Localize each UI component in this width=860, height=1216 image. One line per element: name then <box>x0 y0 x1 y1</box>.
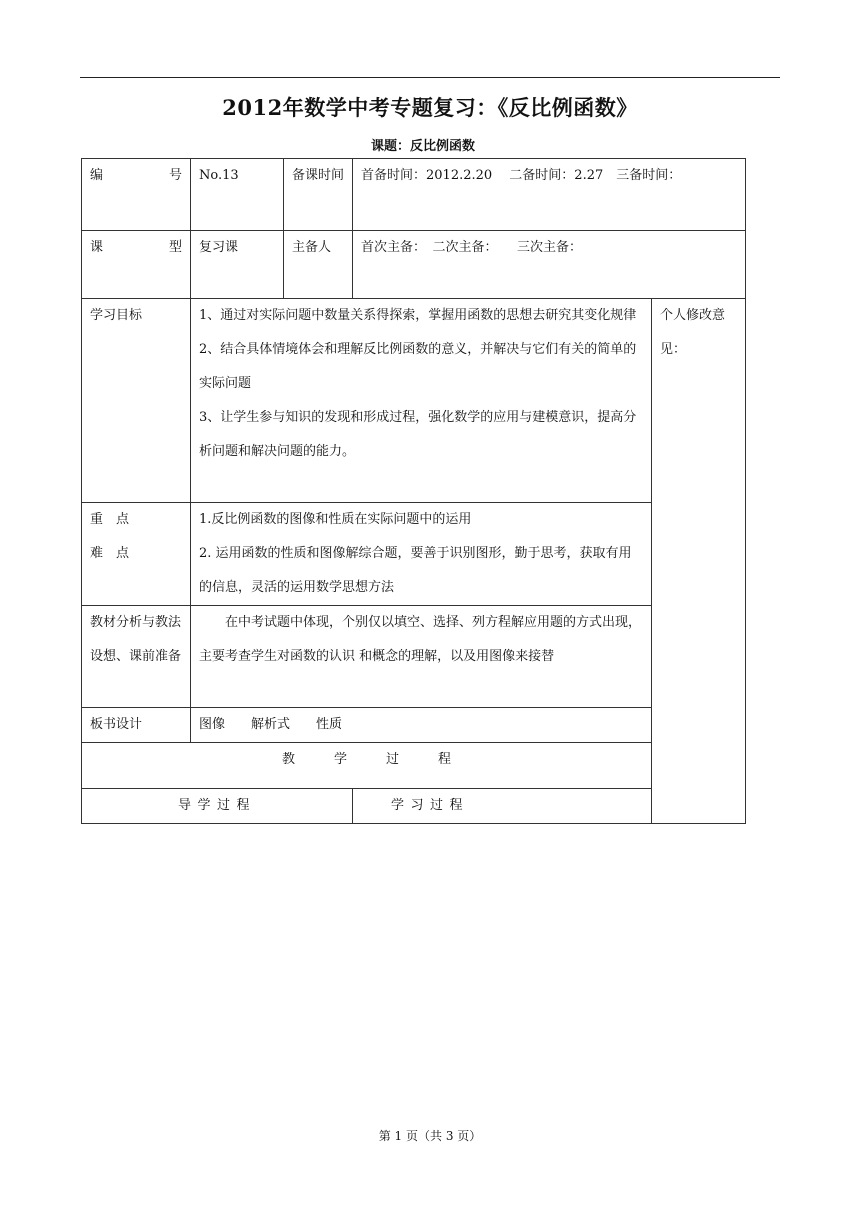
analysis-label: 教材分析与教法设想、课前准备 <box>82 606 191 708</box>
lesson-subject: 课题：反比例函数 <box>371 139 476 154</box>
focus-item: 2. 运用函数的性质和图像解综合题，要善于识别图形，勤于思考，获取有用的信息，灵活的运用数学思想方法 <box>199 546 632 595</box>
board-label: 板书设计 <box>82 708 191 743</box>
board-text: 图像 解析式 性质 <box>191 708 652 743</box>
objective-item: 3、让学生参与知识的发现和形成过程，强化数学的应用与建模意识，提高分析问题和解决问题的能力。 <box>199 410 637 459</box>
focus-list <box>191 503 652 606</box>
lesson-plan-table <box>81 158 746 824</box>
guide-process: 导学过程 <box>82 789 353 824</box>
prep-times: 首备时间：2012.2.20 二备时间：2.27 三备时间： <box>353 159 746 231</box>
row-type <box>82 231 746 299</box>
objectives-list <box>191 299 652 503</box>
analysis-text: 在中考试题中体现，个别仅以填空、选择、列方程解应用题的方式出现，主要考查学生对函数的认识 和概念的理解，以及用图像来接替 <box>191 606 652 708</box>
process-heading: 教 学 过 程 <box>82 743 652 789</box>
header-rule <box>80 77 780 78</box>
personal-notes: 个人修改意见： <box>652 299 746 824</box>
difficulty-label: 难 点 <box>90 546 130 561</box>
type-label: 课 型 <box>82 231 191 299</box>
row-process <box>82 789 746 824</box>
objectives-label: 学习目标 <box>82 299 191 503</box>
objective-item: 2、结合具体情境体会和理解反比例函数的意义，并解决与它们有关的简单的实际问题 <box>199 342 637 391</box>
row-focus <box>82 503 746 606</box>
document-title: 2012年数学中考专题复习：《反比例函数》 <box>222 95 638 120</box>
row-process-heading <box>82 743 746 789</box>
key-point-label: 重 点 <box>90 512 130 527</box>
row-board <box>82 708 746 743</box>
row-code <box>82 159 746 231</box>
objective-item: 1、通过对实际问题中数量关系得探索，掌握用函数的思想去研究其变化规律 <box>199 308 637 323</box>
code-label: 编 号 <box>82 159 191 231</box>
focus-item: 1.反比例函数的图像和性质在实际问题中的运用 <box>199 512 472 527</box>
focus-labels <box>82 503 191 606</box>
row-objectives <box>82 299 746 503</box>
type-value: 复习课 <box>191 231 284 299</box>
learn-process: 学习过程 <box>353 789 652 824</box>
prep-time-label: 备课时间 <box>284 159 353 231</box>
code-value: No.13 <box>191 159 284 231</box>
lead-label: 主备人 <box>284 231 353 299</box>
row-analysis <box>82 606 746 708</box>
page-footer: 第 1 页（共 3 页） <box>378 1129 482 1143</box>
lead-teachers: 首次主备： 二次主备： 三次主备： <box>353 231 746 299</box>
